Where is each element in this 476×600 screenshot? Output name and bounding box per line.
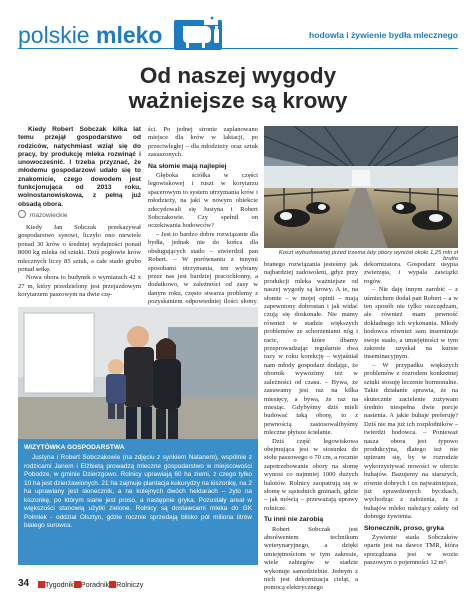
- col1-paragraph-1: Kiedy Jan Sobczak przekazywał gospodarstwo synowi, liczyło ono niewiele ponad 30 krów o średniej wydajności ponad 8000 kg mleka od sztuki. Dziś pogłowie krów mlecznych liczy 85 sztuk, a całe stado grubo ponad setkę.: [18, 224, 141, 274]
- lead-paragraph: [18, 126, 141, 209]
- photo-barn-interior: [264, 126, 458, 248]
- col3-paragraph-1: branego rozwiązania jesteśmy jak najbardziej zadowoleni, gdyż przy produkcji mleka ważniejsze od naszej wygody są krowy. A te, na słomie – w mojej opinii – mają zapewniony dobrostan i jak widać czują się doskonale. Nie mamy również w stadzie większych problemów ze schorzeniami nóg i racic, o które dbamy przeprowadzając regularnie dwa razy w roku korekcję – wyjaśniał nam młody gospodarz dodając, że obornik wywozimy też w zależności od czasu. – Bywa, że zasuwamy jest raz na kilka miesięcy, a bywa, że raz na miesiąc. Gdybyśmy dziś mieli budować taką oborę, to z pewnością zastosowalibyśmy mleczne płytsze ściełanie.: [264, 261, 358, 437]
- pub-word-1: Tygodnik: [45, 580, 74, 589]
- subheading-zarobia: Tu inni nie zarobią: [264, 516, 324, 524]
- publication-name: [38, 580, 143, 589]
- photo-top-caption: Koszt wybudowanej przed trzema laty obory wyniósł około 1,25 mln zł brutto: [278, 250, 458, 262]
- header-rule: [18, 48, 458, 49]
- col2-paragraph-3: – Jest to bardzo dobre rozwiązanie dla bydła, jednak nie do końca dla obsługujących stado – stwierdził pan Robert. – W porównaniu z innymi sposobami utrzymania, ten wybrany przez nas jest bardziej pracochłonny, a dodatkowo, w zależności od zasy w danym roku, często stwarza problemy z pozyskaniem odpowiedniej ilości słomy.: [148, 230, 258, 306]
- col2-paragraph-1: ści. Po jednej stronie zaplanowano miejsce dla krów w laktacji, po przeciwległej – dla młodzieży oraz sztuk zasuszonych.: [148, 126, 258, 159]
- title-line-2: ważniejsze są krowy: [128, 88, 348, 113]
- column-2: [148, 126, 258, 315]
- subheading-slomie: Na słomie mają najlepiej: [148, 162, 227, 170]
- col4-paragraph-4: Żywienie stada Sobczaków oparte jest na dawce TMR, która sporządzana jest w wozie paszowym o pojemności 12 m³.: [364, 534, 458, 567]
- box-heading: WIZYTÓWKA GOSPODARSTWA: [24, 444, 125, 451]
- author-line: [18, 210, 141, 219]
- section-label: hodowla i żywienie bydła mlecznego: [309, 30, 458, 40]
- logo-word-mleko: mleko: [96, 22, 163, 48]
- logo-word-polskie: polskie: [18, 22, 90, 48]
- col3-paragraph-3: Robert Sobczak jest absolwentem technikum weterynaryjnego, a dzięki umiejętnościom w tym zakresie, wiele zabiegów w stadzie wykonuje samodzielnie. Jednym z nich jest dekornizacja cieląt, a pomocą elektrycznego: [264, 525, 358, 592]
- pub-word-2: Poradnik: [80, 580, 110, 589]
- col3-paragraph-2: Dziś część legowiskowa obejmująca jest w stosunku do stołu paszowego o 70 cm, a rocznie zapotrzebowanie obory na słomę wynosi co najmniej 1000 dużych balotów. Rolnicy zaopatrują się w słomę w sąsiednich gminach, gdzie – jak mówią – przeważają uprawy rolnicze.: [264, 437, 358, 512]
- farm-info-box: [18, 439, 258, 565]
- title-line-1: Od naszej wygody: [139, 63, 337, 88]
- subheading-slonecznik: Słonecznik, proso, gryka: [364, 524, 445, 532]
- col1-paragraph-2: Nowa obora to budynek o wymiarach 42 x 27 m, który przedzielony jest przejazdowym korytarzem paszowym na dwie czę-: [18, 274, 141, 299]
- photo-family: [18, 307, 258, 439]
- page-footer: [18, 578, 458, 592]
- col4-paragraph-2: – Nie daję innym zarobić – z uśmiechem dodał pan Robert – a w ten sposób nie tylko oszczędzam, ale również mam pewność dokładnego ich wykonania. Młody hodowca również sam inseminuje swoje stado, a umiejętności w tym zakresie uzyskał na kursie inseminacyjnym.: [364, 286, 458, 361]
- column-3: [264, 261, 358, 593]
- box-text: Justyna i Robert Sobczakowie (na zdjęciu z synkiem Natanem), wspólnie z rodzicami Janem i Elżbietą prowadzą mleczne gospodarstwo w miejscowości Pobodze, w gminie Dzierzgowo. Rolnicy uprawiają 60 ha ziemi, z czego tylko 10 ha jest dzierżawionych. 21 ha zajmuje plantacja kukurydzy na kiszonkę, na 2 ha uprawiany jest słonecznik, a na kolejnych dwóch hektarach – żyto na kiszonkę, po którym siane jest proso, a następnie gryka. Pozostały areał w większości stanowią użytki zielone. Rolnicy są dostawcami mleka do GK Polmlek - oddział Olsztyn, gdzie rocznie sprzedają blisko pół miliona litrów białego surowca.: [24, 454, 252, 529]
- lead-text: Kiedy Robert Sobczak kilka lat temu przejął gospodarstwo od rodziców, natychmiast wziął się do pracy, by produkcję mleka rozwinąć i unowocześnić. I trzeba przyznać, że młodemu gospodarzowi udało się to znakomicie, czego dowodem jest funkcjonująca od 2013 roku, wolnostanowiskowa, z pełną już obsadą obora.: [18, 126, 141, 208]
- location-pin-icon: [18, 210, 26, 218]
- page-number: 34: [18, 578, 30, 589]
- pub-word-3: Rolniczy: [116, 580, 144, 589]
- col2-paragraph-2: Głęboka ściółka w części legowiskowej i ruszt w korytarzu spacerowym to system utrzymania krów i młodzieży, na jaki w nowym obiekcie zdecydowali się Justyna i Robert Sobczakowie. Czy spełnił on oczekiwania hodowców?: [148, 172, 258, 230]
- column-1: [18, 224, 141, 300]
- col4-paragraph-1: dekornizatora. Gospodarz usypia zwierzęta, i wypala zawiązki rogów.: [364, 261, 458, 285]
- pub-t-mark: [38, 581, 45, 588]
- cow-logo-icon: [172, 6, 224, 52]
- column-4: [364, 261, 458, 568]
- article-title: [18, 63, 458, 113]
- magazine-logo: [18, 22, 162, 48]
- col4-paragraph-3: – W przypadku większych problemów z rozrodem konkretnej sztuki stosuję leczenie hormonalne. Takie działanie sprawia, że na skutecznie zacielenie zużywam średnio niespełna dwie porcje nasienia. A jakie buhaje preferuję? Dziś nie ma już ich rozpłodników – twierdzi hodowca. – Ponieważ nasza obora jest typowo produkcyjna, dlatego też nie upieram się, by w rozrodzie wykorzystywać nowości w ofercie buhajów. Bazujemy na starszych, równie dobrych i co najważniejsze, już sprawdzonych byczkach, wychodząc z założenia, że z buhajów mleko należący zalety od dobrego żywienia.: [364, 361, 458, 521]
- pub-p-mark: [74, 581, 81, 588]
- author-region: mazowieckie: [29, 212, 68, 219]
- page-header: [0, 0, 476, 56]
